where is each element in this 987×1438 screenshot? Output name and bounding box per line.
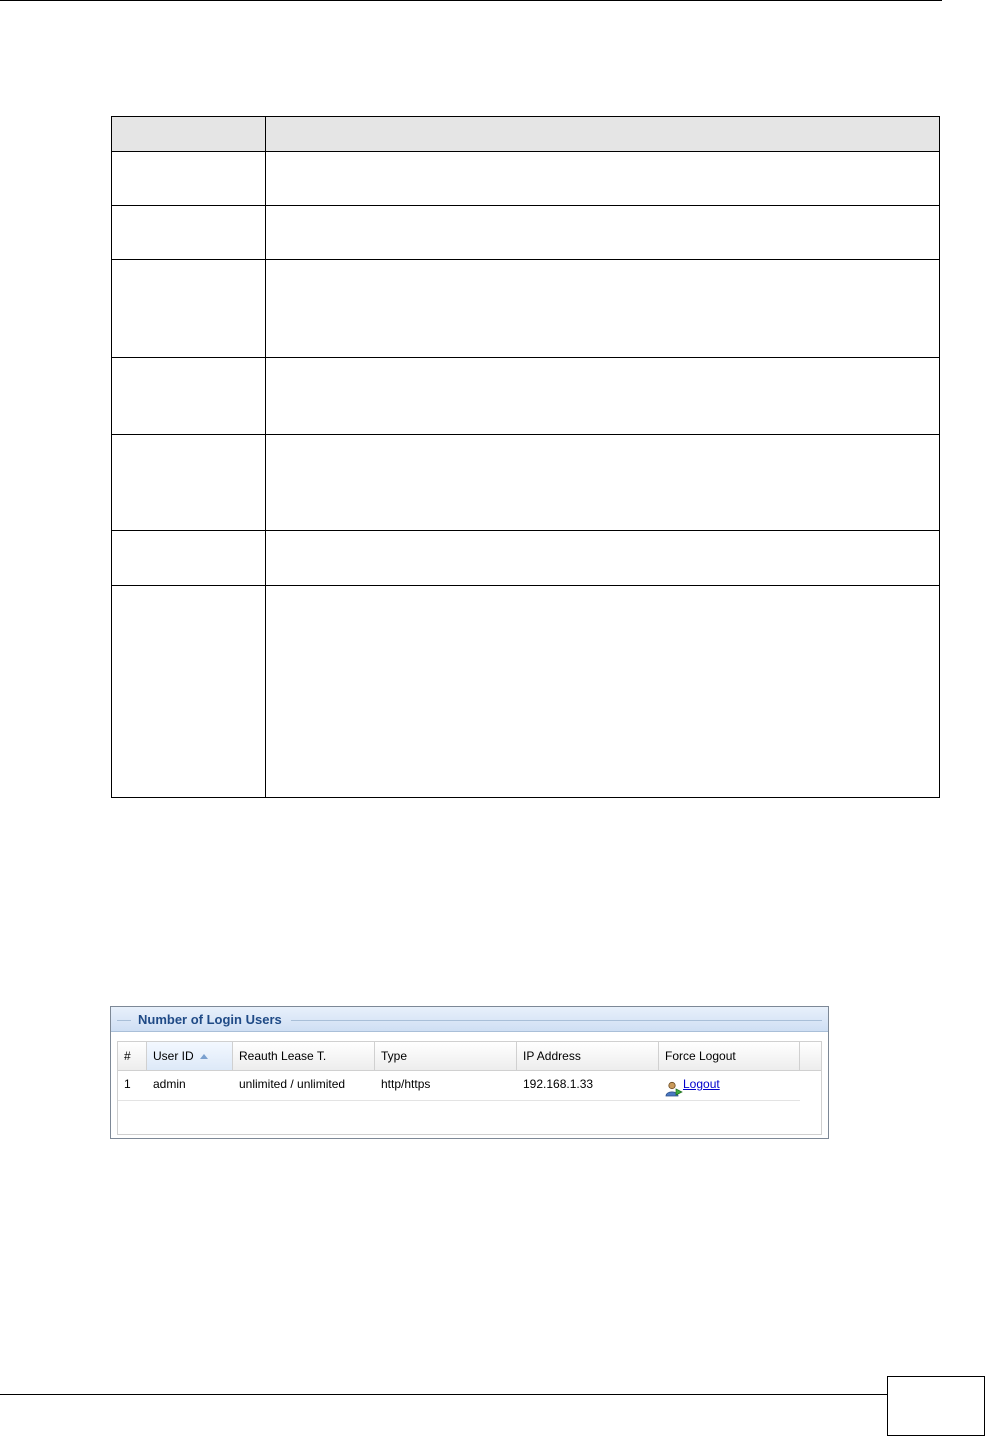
column-header-spacer — [800, 1042, 821, 1070]
table-cell — [112, 586, 266, 798]
table-row[interactable] — [118, 1071, 800, 1101]
login-users-panel — [110, 1006, 829, 1139]
description-table — [111, 116, 940, 798]
column-header-label: User ID — [153, 1049, 194, 1063]
table-cell — [112, 358, 266, 435]
table-cell — [112, 260, 266, 358]
table-cell — [266, 531, 940, 586]
table-row — [112, 586, 940, 798]
header-cell-description — [266, 117, 940, 152]
table-row — [112, 358, 940, 435]
table-cell — [112, 435, 266, 531]
logout-link[interactable]: Logout — [683, 1077, 720, 1091]
table-header-row — [112, 117, 940, 152]
column-header-user-id[interactable] — [147, 1042, 233, 1070]
header-rule — [0, 0, 942, 1]
panel-title-bar — [111, 1007, 828, 1032]
table-cell — [266, 260, 940, 358]
logout-action[interactable] — [665, 1071, 720, 1097]
table-cell — [266, 206, 940, 260]
column-header-reauth-lease[interactable]: Reauth Lease T. — [233, 1042, 375, 1070]
column-header-type[interactable]: Type — [375, 1042, 517, 1070]
panel-title: Number of Login Users — [138, 1012, 282, 1027]
cell-index: 1 — [124, 1077, 131, 1091]
column-header-index[interactable]: # — [118, 1042, 147, 1070]
table-row — [112, 531, 940, 586]
cell-user-id: admin — [153, 1077, 186, 1091]
sort-ascending-icon — [200, 1054, 208, 1059]
table-row — [112, 206, 940, 260]
cell-type: http/https — [381, 1077, 431, 1091]
grid-header — [118, 1042, 821, 1071]
table-cell — [266, 435, 940, 531]
table-row — [112, 152, 940, 206]
title-divider — [117, 1020, 131, 1021]
table-row — [112, 260, 940, 358]
user-logout-icon[interactable] — [665, 1081, 683, 1097]
cell-force-logout — [659, 1071, 720, 1101]
column-header-ip-address[interactable]: IP Address — [517, 1042, 659, 1070]
page-number-box — [887, 1376, 985, 1436]
login-users-grid — [117, 1041, 822, 1135]
table-cell — [266, 586, 940, 798]
table-cell — [266, 358, 940, 435]
header-cell-label — [112, 117, 266, 152]
cell-reauth-lease: unlimited / unlimited — [239, 1077, 346, 1091]
table-cell — [112, 206, 266, 260]
table-cell — [112, 531, 266, 586]
footer-rule — [0, 1394, 887, 1395]
cell-ip-address: 192.168.1.33 — [523, 1077, 594, 1091]
title-divider — [291, 1020, 822, 1021]
column-header-force-logout[interactable]: Force Logout — [659, 1042, 800, 1070]
table-cell — [112, 152, 266, 206]
table-cell — [266, 152, 940, 206]
table-row — [112, 435, 940, 531]
